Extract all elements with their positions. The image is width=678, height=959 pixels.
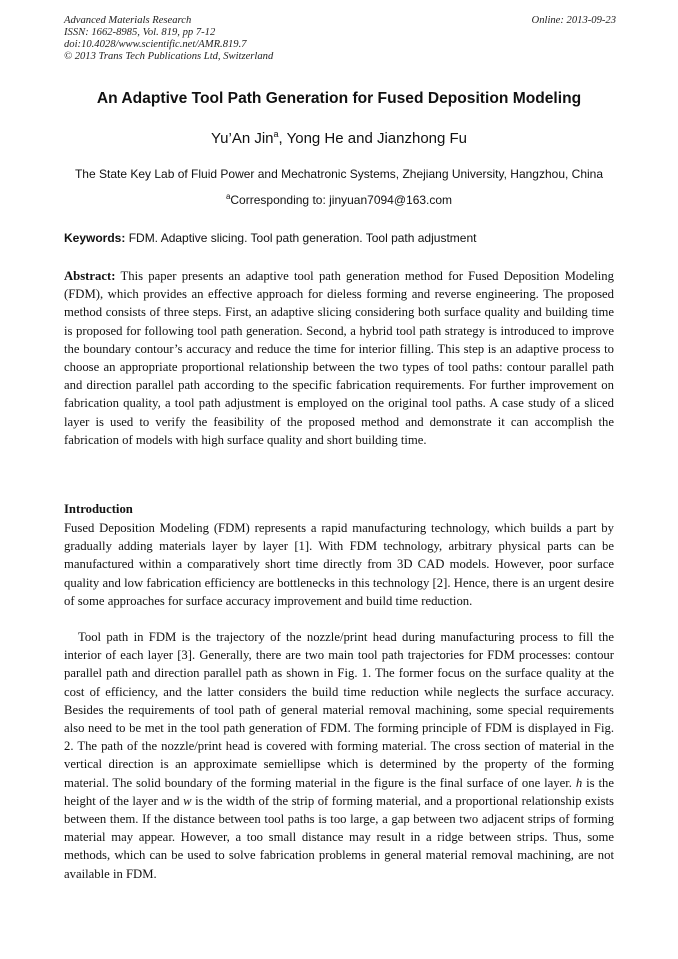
intro-p2-part-a: Tool path in FDM is the trajectory of the nozzle/print head during manufacturing process to fill the interior of each layer [3]. Generally, there are two main tool path trajectories for FDM processes: contour parallel path and direction parallel path as shown in Fig. 1. The former focus on the surface quality at the cost of efficiency, and the latter considers the build time reduction while neglects the surface accuracy. Besides the requirements of tool path of general material removal machining, some special requirements also need to be met in the tool path generation of FDM. The forming principle of FDM is displayed in Fig. 2. The path of the nozzle/print head is covered with forming material. The cross section of material in the vertical direction is an approximate semiellipse which is determined by the property of the forming material. The solid boundary of the forming material in the figure is the final surface of one layer. <box>64 630 614 790</box>
journal-issn: ISSN: 1662-8985, Vol. 819, pp 7-12 <box>64 27 216 38</box>
keywords <box>64 231 476 245</box>
abstract-label: Abstract: <box>64 269 116 283</box>
introduction-heading: Introduction <box>64 502 133 516</box>
author-sup: a <box>273 129 279 139</box>
variable-w: w <box>183 793 192 808</box>
keywords-label: Keywords: <box>64 231 126 245</box>
journal-doi: doi:10.4028/www.scientific.net/AMR.819.7 <box>64 39 247 50</box>
variable-h: h <box>575 775 583 790</box>
journal-header <box>64 15 616 63</box>
author-first: Yu’An Jin <box>210 130 274 147</box>
online-date: Online: 2013-09-23 <box>531 15 616 26</box>
corresponding-author <box>0 192 678 207</box>
corresponding-sup: a <box>225 192 231 201</box>
journal-copyright: © 2013 Trans Tech Publications Ltd, Switzerland <box>64 51 274 62</box>
author-rest: , Yong He and Jianzhong Fu <box>278 130 468 147</box>
paper-title: An Adaptive Tool Path Generation for Fused Deposition Modeling <box>96 90 582 107</box>
journal-name: Advanced Materials Research <box>64 15 192 26</box>
introduction-paragraph-1: Fused Deposition Modeling (FDM) represents a rapid manufacturing technology, which builds a part by gradually adding materials layer by layer [1]. With FDM technology, arbitrary physical parts can be manufactured within a comparatively short time directly from 3D CAD models. However, poor surface quality and low fabrication efficiency are bottlenecks in this technology [2]. Hence, there is an urgent desire of some approaches for surface accuracy improvement and build time reduction. <box>64 521 614 608</box>
corresponding-text: Corresponding to: jinyuan7094@163.com <box>230 193 453 207</box>
abstract-text: This paper presents an adaptive tool path generation method for Fused Deposition Modeling (FDM), which provides an effective approach for dieless forming and reverse engineering. The proposed method consists of three steps. First, an adaptive slicing considering both surface quality and building time is proposed for following tool path generation. Second, a hybrid tool path strategy is introduced to improve the boundary contour’s accuracy and reduce the time for interior filling. This step is an adaptive process to choose an appropriate proportional relationship between the two types of tool paths: contour parallel path and direction parallel path according to the specific fabrication requirements. For further improvement on fabrication quality, a tool path adjustment is employed on the original tool paths. A case study of a sliced layer is used to verify the feasibility of the proposed method and demonstrate it can accomplish the fabrication of models with high surface quality and short building time. <box>64 269 614 447</box>
intro-p2-part-c: is the width of the strip of forming material, and a proportional relationship exists between them. If the distance between tool paths is too large, a gap between two adjacent strips of forming material may appear. However, a too small distance may result in a ridge between strips. Thus, some methods, which can be used to solve fabrication problems in general material removal machining, are not available in FDM. <box>64 793 614 881</box>
affiliation: The State Key Lab of Fluid Power and Mechatronic Systems, Zhejiang University, Hangzhou, China <box>74 167 604 181</box>
intro-p2-part-b: is the height of the layer and <box>64 775 614 808</box>
abstract <box>64 267 614 449</box>
keywords-text: FDM. Adaptive slicing. Tool path generation. Tool path adjustment <box>125 231 477 245</box>
author-line <box>0 129 678 147</box>
introduction-paragraph-2 <box>64 628 614 883</box>
